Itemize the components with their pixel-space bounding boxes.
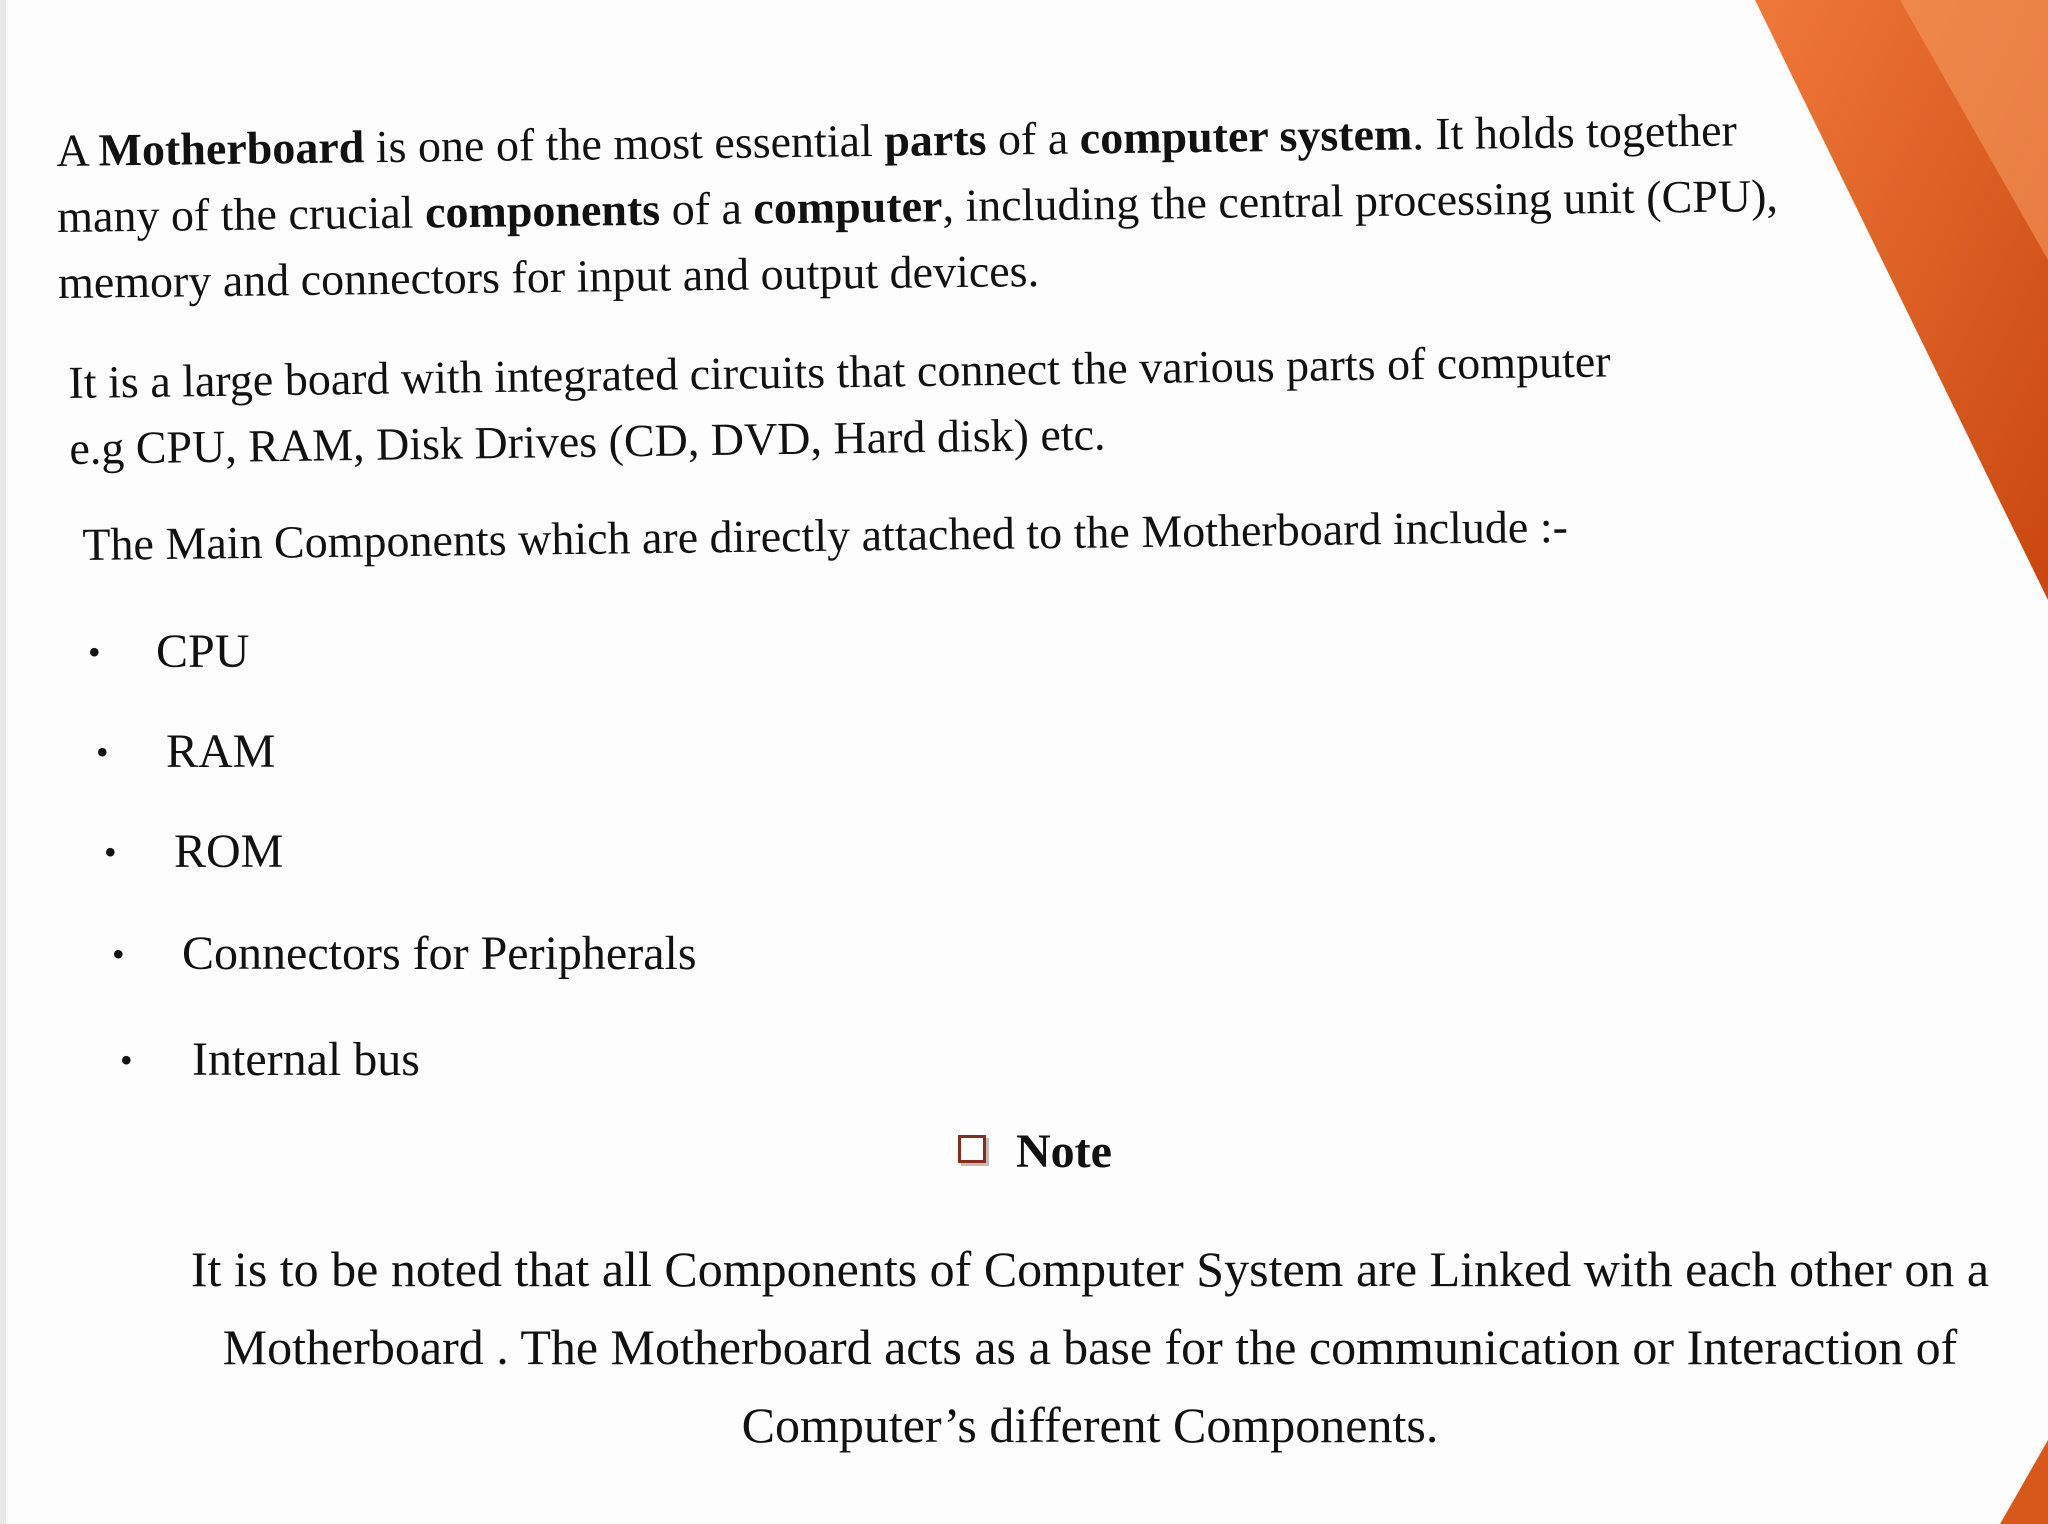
bullet-icon: • [104,832,117,872]
bold-term: components [424,183,661,238]
note-heading [958,1122,1112,1182]
note-paragraph: It is to be noted that all Components of Computer System are Linked with each other on a Motherboard . The Motherboard acts as a base for the communication or Interaction of Computer’s different Components. [190,1241,1990,1453]
bold-term: computer [753,180,943,234]
bold-term: parts [883,113,987,166]
list-item-label: ROM [174,825,284,878]
intro-paragraph: A Motherboard is one of the most essential parts of a computer system. It holds together many of the crucial components of a computer, including the central processing unit (CPU), memory and connectors for input and output devices. [56,104,1779,308]
list-item-label: CPU [156,625,250,678]
bold-term: Motherboard [98,121,365,176]
checkbox-bullet-icon [958,1135,986,1163]
note-heading-label: Note [1016,1125,1112,1178]
bullet-icon: • [96,732,109,772]
list-item-label: RAM [166,725,276,778]
bold-term: computer system [1079,108,1413,164]
bullet-icon: • [88,632,101,672]
bullet-icon: • [112,934,125,974]
list-item-label: Internal bus [192,1033,420,1086]
board-description-paragraph: It is a large board with integrated circuits that connect the various parts of computer e.g CPU, RAM, Disk Drives (CD, DVD, Hard disk) etc. [68,335,1611,474]
components-intro-paragraph: The Main Components which are directly attached to the Motherboard include :- [82,500,1569,570]
list-item-label: Connectors for Peripherals [182,927,697,980]
bullet-icon: • [120,1040,133,1080]
